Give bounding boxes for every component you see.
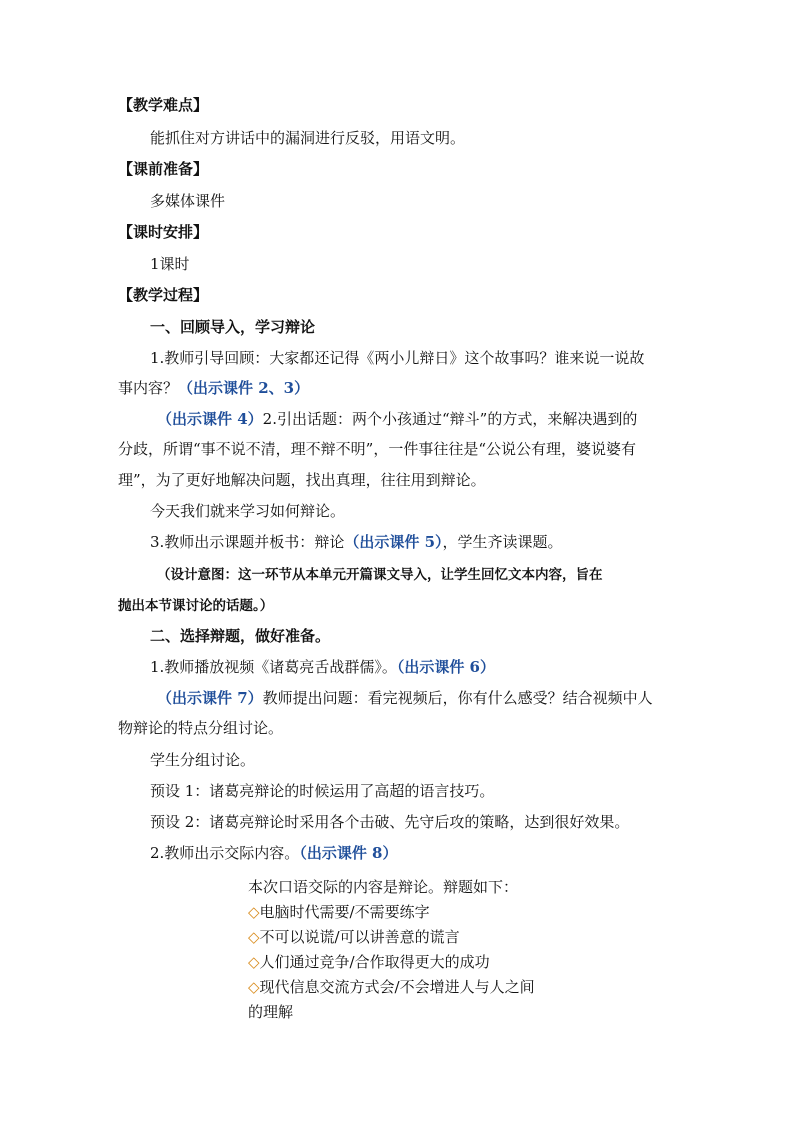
part2-p2-line2: 物辩论的特点分组讨论。 [118, 719, 284, 737]
time-text: 1课时 [150, 255, 190, 273]
courseware-cue: （出示课件 5） [344, 533, 443, 551]
part2-p2-line1 [157, 688, 653, 708]
courseware-cue: （出示课件 8） [299, 844, 398, 862]
courseware-cue: （出示课件 2、3） [178, 379, 310, 397]
difficulty-title: 【教学难点】 [118, 96, 209, 114]
design-intent-line1: （设计意图：这一环节从本单元开篇课文导入，让学生回忆文本内容，旨在 [157, 567, 603, 583]
part2-p3: 学生分组讨论。 [150, 751, 256, 769]
part1-p4-text: 3.教师出示课题并板书： [150, 533, 315, 551]
prep-text: 多媒体课件 [150, 192, 226, 210]
design-intent-line2: 抛出本节课讨论的话题。） [118, 598, 274, 614]
process-title: 【教学过程】 [118, 286, 209, 304]
slide-topic-text: 人们通过竞争/合作取得更大的成功 [259, 953, 490, 971]
slide-topic-2 [248, 927, 460, 947]
prep-title: 【课前准备】 [118, 160, 209, 178]
diamond-bullet-icon: ◇ [248, 953, 260, 971]
courseware-cue: （出示课件 4） [157, 410, 263, 428]
diamond-bullet-icon: ◇ [248, 928, 260, 946]
slide-topic-text: 现代信息交流方式会/不会增进人与人之间 [259, 978, 535, 996]
courseware-cue: （出示课件 7） [157, 689, 263, 707]
part1-p4-tail: ，学生齐读课题。 [442, 533, 563, 551]
part1-p1-line1: 1.教师引导回顾：大家都还记得《两小儿辩日》这个故事吗？谁来说一说故 [150, 349, 645, 367]
slide-topic-4 [248, 977, 535, 997]
part1-p3: 今天我们就来学习如何辩论。 [150, 502, 346, 520]
part1-p2-line1 [157, 409, 637, 429]
part2-p6-text: 2.教师出示交际内容。 [150, 844, 300, 862]
part1-heading: 一、回顾导入，学习辩论 [150, 318, 316, 336]
part1-p1-line2 [118, 378, 309, 398]
part1-p2-line2: 分歧，所谓“事不说不清，理不辩不明”，一件事往往是“公说公有理，婆说婆有 [118, 440, 637, 458]
part2-heading: 二、选择辩题，做好准备。 [150, 627, 331, 645]
slide-topic-text: 不可以说谎/可以讲善意的谎言 [259, 928, 460, 946]
part2-p6 [150, 843, 397, 863]
part2-p4: 预设 1：诸葛亮辩论的时候运用了高超的语言技巧。 [150, 782, 495, 800]
part1-p4 [150, 532, 563, 552]
diamond-bullet-icon: ◇ [248, 903, 260, 921]
part1-p4-word: 辩论 [314, 533, 345, 551]
difficulty-text: 能抓住对方讲话中的漏洞进行反驳，用语文明。 [150, 129, 466, 147]
part2-p2-line1-text: 教师提出问题：看完视频后，你有什么感受？结合视频中人 [262, 689, 653, 707]
part1-p1-line2-text: 事内容？ [118, 379, 179, 397]
slide-topic-1 [248, 902, 430, 922]
slide-topic-3 [248, 952, 490, 972]
time-title: 【课时安排】 [118, 223, 209, 241]
courseware-cue: （出示课件 6） [396, 658, 495, 676]
part1-p2-line1-text: 2.引出话题：两个小孩通过“辩斗”的方式，来解决遇到的 [262, 410, 638, 428]
slide-topic-4-continued: 的理解 [248, 1003, 294, 1021]
diamond-bullet-icon: ◇ [248, 978, 260, 996]
part2-p1-text: 1.教师播放视频《诸葛亮舌战群儒》。 [150, 658, 397, 676]
slide-intro: 本次口语交际的内容是辩论。辩题如下： [248, 878, 519, 896]
part2-p1 [150, 657, 495, 677]
part1-p2-line3: 理”，为了更好地解决问题，找出真理，往往用到辩论。 [118, 471, 486, 489]
slide-topic-text: 电脑时代需要/不需要练字 [259, 903, 430, 921]
part2-p5: 预设 2：诸葛亮辩论时采用各个击破、先守后攻的策略，达到很好效果。 [150, 813, 630, 831]
